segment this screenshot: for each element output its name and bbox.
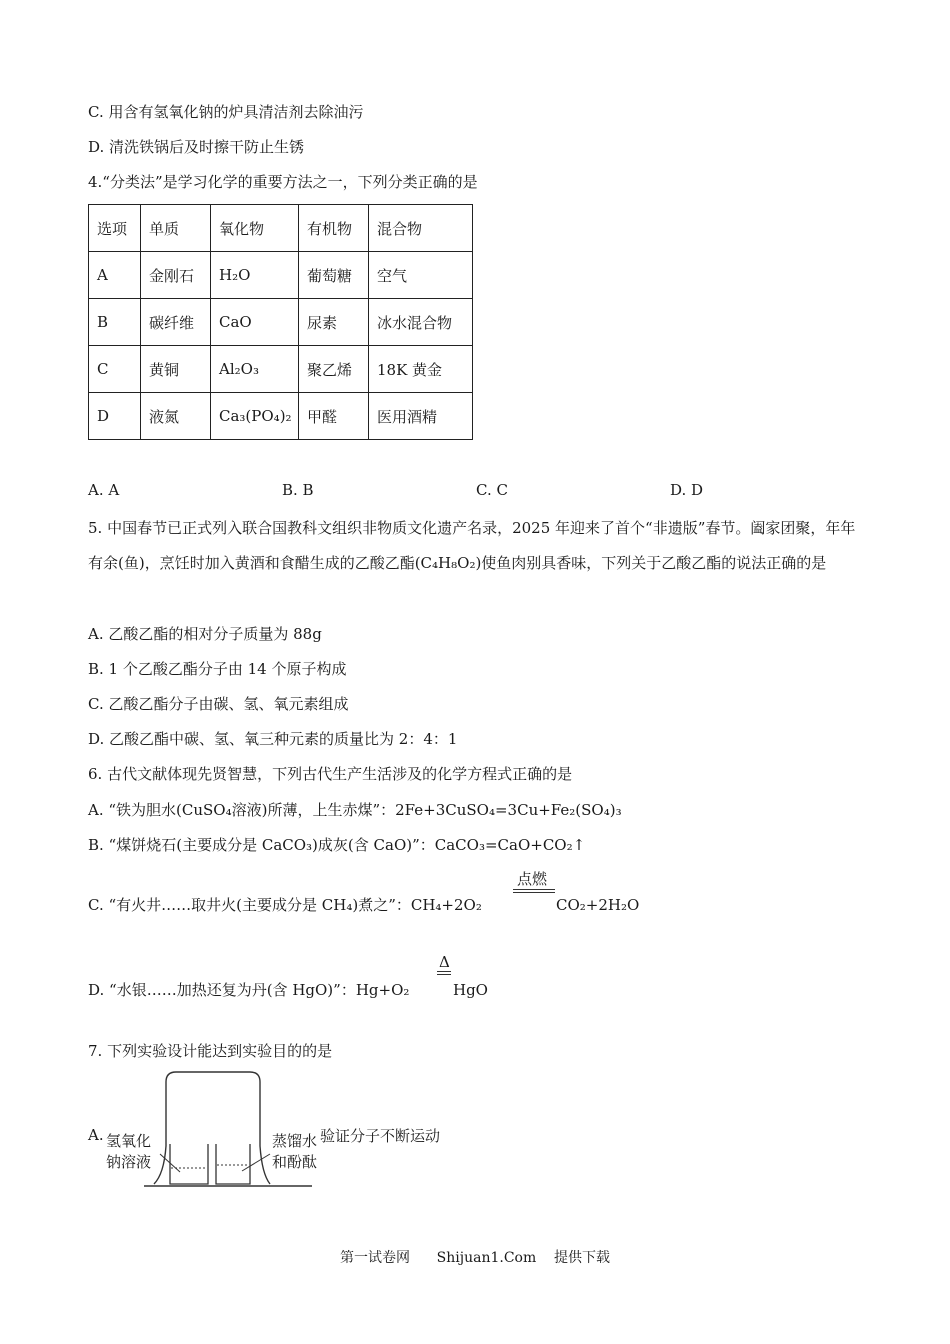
table-header-cell: 选项 [89, 205, 141, 252]
apparatus-diagram [100, 1068, 480, 1196]
option-c-prev: C. 用含有氢氧化钠的炉具清洁剂去除油污 [88, 103, 364, 121]
table-header-cell: 混合物 [369, 205, 473, 252]
q4-option-c: C. C [476, 481, 508, 499]
table-cell: A [89, 252, 141, 299]
table-cell: Al₂O₃ [211, 346, 299, 393]
table-cell: 金刚石 [141, 252, 211, 299]
left-label-line2: 钠溶液 [106, 1153, 152, 1171]
bell-jar [166, 1072, 260, 1146]
left-label-line1: 氢氧化 [106, 1132, 152, 1150]
q5-option-c: C. 乙酸乙酯分子由碳、氢、氧元素组成 [88, 695, 349, 713]
table-cell: 医用酒精 [369, 393, 473, 440]
question-5-stem: 5. 中国春节已正式列入联合国教科文组织非物质文化遗产名录，2025 年迎来了首个“非遗版”春节。阖家团聚，年年有余(鱼)，烹饪时加入黄酒和食醋生成的乙酸乙酯(C₄H₈O₂)使鱼肉别具香味，下列关于乙酸乙酯的说法正确的是 [88, 519, 856, 572]
table-row [89, 252, 473, 299]
q6-option-d-text: D. “水银……加热还复为丹(含 HgO)”：Hg+O₂ [88, 981, 410, 999]
q5-option-b: B. 1 个乙酸乙酯分子由 14 个原子构成 [88, 660, 347, 678]
question-4-stem: 4.“分类法”是学习化学的重要方法之一，下列分类正确的是 [88, 173, 478, 191]
classification-table [88, 204, 473, 440]
table-cell: 葡萄糖 [299, 252, 369, 299]
table-cell: 甲醛 [299, 393, 369, 440]
q6-option-d-products: HgO [453, 981, 488, 999]
page-footer: 第一试卷网 Shijuan1.Com 提供下载 [339, 1250, 611, 1266]
q4-option-b: B. B [282, 481, 314, 499]
equals-sign [513, 889, 555, 893]
option-d-prev: D. 清洗铁锅后及时擦干防止生锈 [88, 138, 305, 156]
beaker-right [216, 1144, 250, 1184]
beaker-left [170, 1144, 208, 1184]
q4-option-a: A. A [88, 481, 120, 499]
table-cell: 液氮 [141, 393, 211, 440]
table-cell: 空气 [369, 252, 473, 299]
table-cell: 尿素 [299, 299, 369, 346]
q7-option-a: A. [88, 1126, 104, 1144]
equals-sign [437, 971, 451, 975]
right-label-line2: 和酚酞 [272, 1153, 318, 1171]
table-header-cell: 氧化物 [211, 205, 299, 252]
table-cell: 黄铜 [141, 346, 211, 393]
table-cell: 碳纤维 [141, 299, 211, 346]
right-label-line1: 蒸馏水 [272, 1132, 318, 1150]
question-7-stem: 7. 下列实验设计能达到实验目的的是 [88, 1042, 333, 1060]
q4-option-d: D. D [670, 481, 704, 499]
table-cell: CaO [211, 299, 299, 346]
table-row [89, 393, 473, 440]
table-header-cell: 单质 [141, 205, 211, 252]
table-header-row [89, 205, 473, 252]
q6-option-b: B. “煤饼烧石(主要成分是 CaCO₃)成灰(含 CaO)”：CaCO₃=CaO+CO₂↑ [88, 836, 586, 854]
question-6-stem: 6. 古代文献体现先贤智慧，下列古代生产生活涉及的化学方程式正确的是 [88, 765, 573, 783]
q6-option-a: A. “铁为胆水(CuSO₄溶液)所薄，上生赤煤”：2Fe+3CuSO₄=3Cu+Fe₂(SO₄)₃ [88, 801, 622, 819]
table-row [89, 299, 473, 346]
table-cell: D [89, 393, 141, 440]
table-cell: H₂O [211, 252, 299, 299]
table-header-cell: 有机物 [299, 205, 369, 252]
table-cell: 聚乙烯 [299, 346, 369, 393]
q6-option-c-text: C. “有火井……取井火(主要成分是 CH₄)煮之”：CH₄+2O₂ [88, 896, 482, 914]
q6-option-c-products: CO₂+2H₂O [556, 896, 640, 914]
experiment-purpose: 验证分子不断运动 [320, 1127, 441, 1145]
table-cell: Ca₃(PO₄)₂ [211, 393, 299, 440]
q5-option-a: A. 乙酸乙酯的相对分子质量为 88g [88, 625, 322, 643]
table-cell: C [89, 346, 141, 393]
table-cell: 冰水混合物 [369, 299, 473, 346]
table-row [89, 346, 473, 393]
table-cell: B [89, 299, 141, 346]
table-cell: 18K 黄金 [369, 346, 473, 393]
q6-c-condition: 点燃 [517, 870, 548, 888]
q6-d-condition: Δ [439, 953, 450, 971]
q5-option-d: D. 乙酸乙酯中碳、氢、氧三种元素的质量比为 2：4：1 [88, 730, 458, 748]
